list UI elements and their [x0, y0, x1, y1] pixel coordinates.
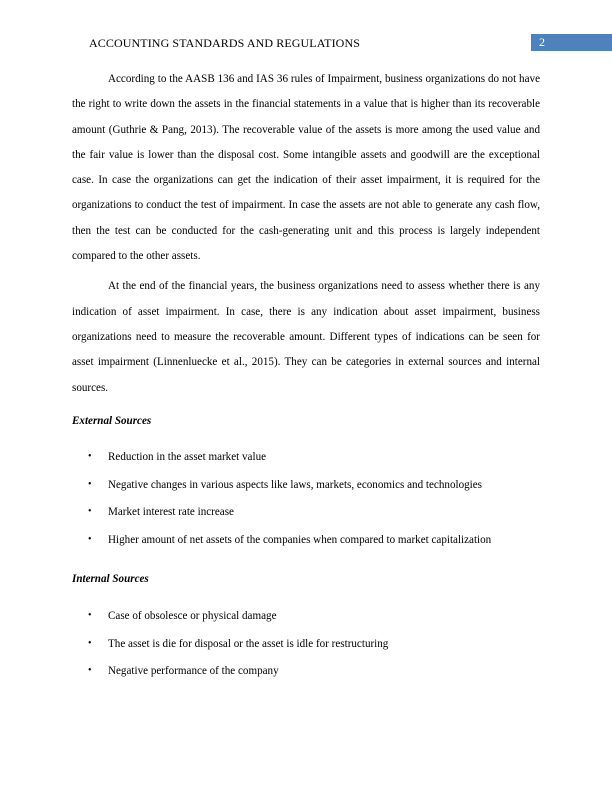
list-item — [72, 449, 540, 465]
list-external-sources — [72, 449, 540, 548]
list-item-text: Reduction in the asset market value — [108, 450, 267, 463]
heading-internal-sources: Internal Sources — [72, 572, 149, 585]
bullet-icon: • — [88, 665, 92, 677]
document-body — [72, 67, 540, 691]
list-internal-sources — [72, 608, 540, 679]
list-item — [72, 663, 540, 679]
bullet-icon: • — [88, 533, 92, 545]
list-item-text: Negative performance of the company — [108, 665, 279, 678]
running-head: ACCOUNTING STANDARDS AND REGULATIONS — [89, 36, 360, 50]
page-number-box — [531, 34, 612, 51]
bullet-icon: • — [88, 637, 92, 649]
list-item — [72, 532, 540, 548]
heading-external-sources: External Sources — [72, 414, 152, 427]
list-item-text: Higher amount of net assets of the companies when compared to market capitalization — [108, 533, 492, 546]
list-item — [72, 636, 540, 652]
list-item — [72, 504, 540, 520]
bullet-icon: • — [88, 609, 92, 621]
list-item — [72, 608, 540, 624]
page-number: 2 — [539, 35, 545, 49]
bullet-icon: • — [88, 478, 92, 490]
paragraph-impairment-rules: According to the AASB 136 and IAS 36 rules of Impairment, business organizations do not have the right to write down the assets in the financial statements in a value that is higher than its recoverable amount (Guthrie & Pang, 2013). The recoverable value of the assets is more among the used value and the fair value is lower than the disposal cost. Some intangible assets and goodwill are the exceptional case. In case the organizations can get the indication of their asset impairment, it is required for the organizations to conduct the test of impairment. In case the assets are not able to generate any cash flow, then the test can be conducted for the cash-generating unit and this process is largely independent compared to the other assets. — [72, 73, 540, 263]
list-item-text: Market interest rate increase — [108, 506, 234, 519]
list-item — [72, 477, 540, 493]
paragraph-impairment-indication: At the end of the financial years, the business organizations need to assess whether there is any indication of asset impairment. In case, there is any indication about asset impairment, business organizations need to measure the recoverable amount. Different types of indications can be seen for asset impairment (Linnenluecke et al., 2015). They can be categories in external sources and internal sources. — [72, 280, 540, 394]
bullet-icon: • — [88, 450, 92, 462]
list-item-text: Negative changes in various aspects like laws, markets, economics and technologies — [108, 478, 482, 491]
list-item-text: The asset is die for disposal or the asset is idle for restructuring — [108, 637, 389, 650]
list-item-text: Case of obsolesce or physical damage — [108, 609, 277, 622]
bullet-icon: • — [88, 506, 92, 518]
